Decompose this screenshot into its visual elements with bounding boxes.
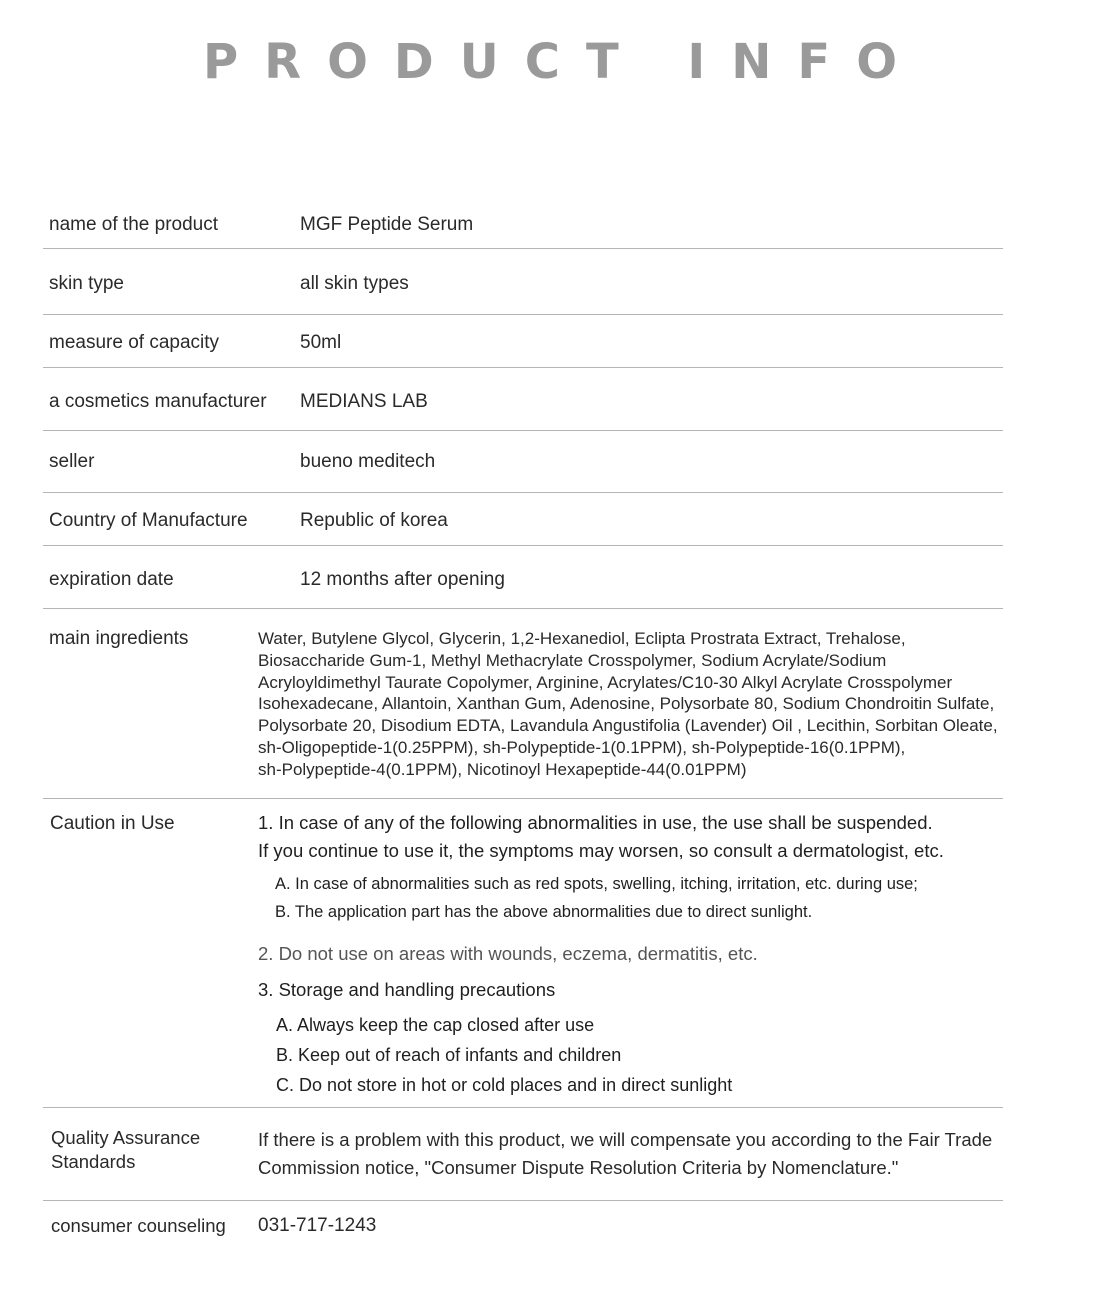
caution-item-2: 2. Do not use on areas with wounds, eczema, dermatitis, etc.	[258, 943, 758, 964]
ingredients-line: Water, Butylene Glycol, Glycerin, 1,2-Hexanediol, Eclipta Prostrata Extract, Trehalose,	[258, 629, 906, 648]
caution-item-1-cont: If you continue to use it, the symptoms may worsen, so consult a dermatologist, etc.	[258, 840, 944, 861]
row-value: bueno meditech	[300, 451, 436, 472]
row-label: a cosmetics manufacturer	[49, 391, 267, 412]
ingredients-line: sh-Oligopeptide-1(0.25PPM), sh-Polypeptide-1(0.1PPM), sh-Polypeptide-16(0.1PPM),	[258, 737, 906, 757]
row-ingredients	[43, 612, 1003, 799]
caution-item-1: 1. In case of any of the following abnormalities in use, the use shall be suspended.	[258, 812, 933, 833]
quality-line: Commission notice, "Consumer Dispute Resolution Criteria by Nomenclature."	[258, 1157, 899, 1178]
ingredients-line: sh-Polypeptide-4(0.1PPM), Nicotinoyl Hexapeptide-44(0.01PPM)	[258, 759, 747, 779]
ingredients-line: Isohexadecane, Allantoin, Xanthan Gum, Adenosine, Polysorbate 80, Sodium Chondroitin Sulfate,	[258, 694, 995, 714]
row-label: Caution in Use	[50, 813, 175, 834]
row-label: main ingredients	[49, 628, 189, 649]
ingredients-text	[258, 628, 1058, 781]
row-label	[51, 1126, 251, 1174]
row-capacity	[43, 318, 1003, 368]
row-label: measure of capacity	[49, 332, 220, 353]
row-label-line: Quality Assurance	[51, 1127, 201, 1148]
row-label-line: Standards	[51, 1151, 136, 1172]
row-consumer-counseling	[43, 1201, 1003, 1261]
caution-item-3-c: C. Do not store in hot or cold places and in direct sunlight	[276, 1075, 733, 1095]
row-label: skin type	[49, 273, 124, 294]
row-value: all skin types	[300, 273, 409, 294]
row-value: MEDIANS LAB	[300, 391, 428, 412]
caution-item-1-b: B. The application part has the above abnormalities due to direct sunlight.	[275, 903, 813, 921]
row-expiration	[43, 555, 1003, 609]
caution-item-3-b: B. Keep out of reach of infants and children	[276, 1045, 622, 1065]
row-label: Country of Manufacture	[49, 510, 248, 531]
row-quality-assurance	[43, 1108, 1003, 1201]
caution-item-3-a: A. Always keep the cap closed after use	[276, 1015, 595, 1035]
row-product-name	[43, 200, 1003, 249]
phone-number: 031-717-1243	[258, 1215, 377, 1236]
row-value: Republic of korea	[300, 510, 448, 531]
row-value: 50ml	[300, 332, 342, 353]
quality-line: If there is a problem with this product, we will compensate you according to the Fair Trade	[258, 1129, 993, 1150]
row-label: seller	[49, 451, 95, 472]
quality-assurance-text	[258, 1126, 992, 1182]
ingredients-line: Polysorbate 20, Disodium EDTA, Lavandula Angustifolia (Lavender) Oil , Lecithin, Sorbitan Oleate,	[258, 716, 998, 736]
row-caution	[43, 799, 1003, 1108]
ingredients-line: Acryloyldimethyl Taurate Copolymer, Arginine, Acrylates/C10-30 Alkyl Acrylate Crosspolymer	[258, 672, 953, 692]
ingredients-line: Biosaccharide Gum-1, Methyl Methacrylate Crosspolymer, Sodium Acrylate/Sodium	[258, 650, 887, 670]
row-value: 12 months after opening	[300, 569, 505, 590]
caution-item-1-a: A. In case of abnormalities such as red spots, swelling, itching, irritation, etc. during use;	[275, 875, 918, 893]
row-label: consumer counseling	[51, 1215, 226, 1236]
row-value: MGF Peptide Serum	[300, 214, 474, 235]
row-label: expiration date	[49, 569, 174, 590]
row-skin-type	[43, 259, 1003, 315]
row-label: name of the product	[49, 214, 218, 235]
row-country	[43, 496, 1003, 546]
row-manufacturer	[43, 377, 1003, 431]
page-title: PRODUCT INFO	[202, 34, 924, 90]
row-seller	[43, 437, 1003, 493]
caution-item-3: 3. Storage and handling precautions	[258, 979, 556, 1000]
